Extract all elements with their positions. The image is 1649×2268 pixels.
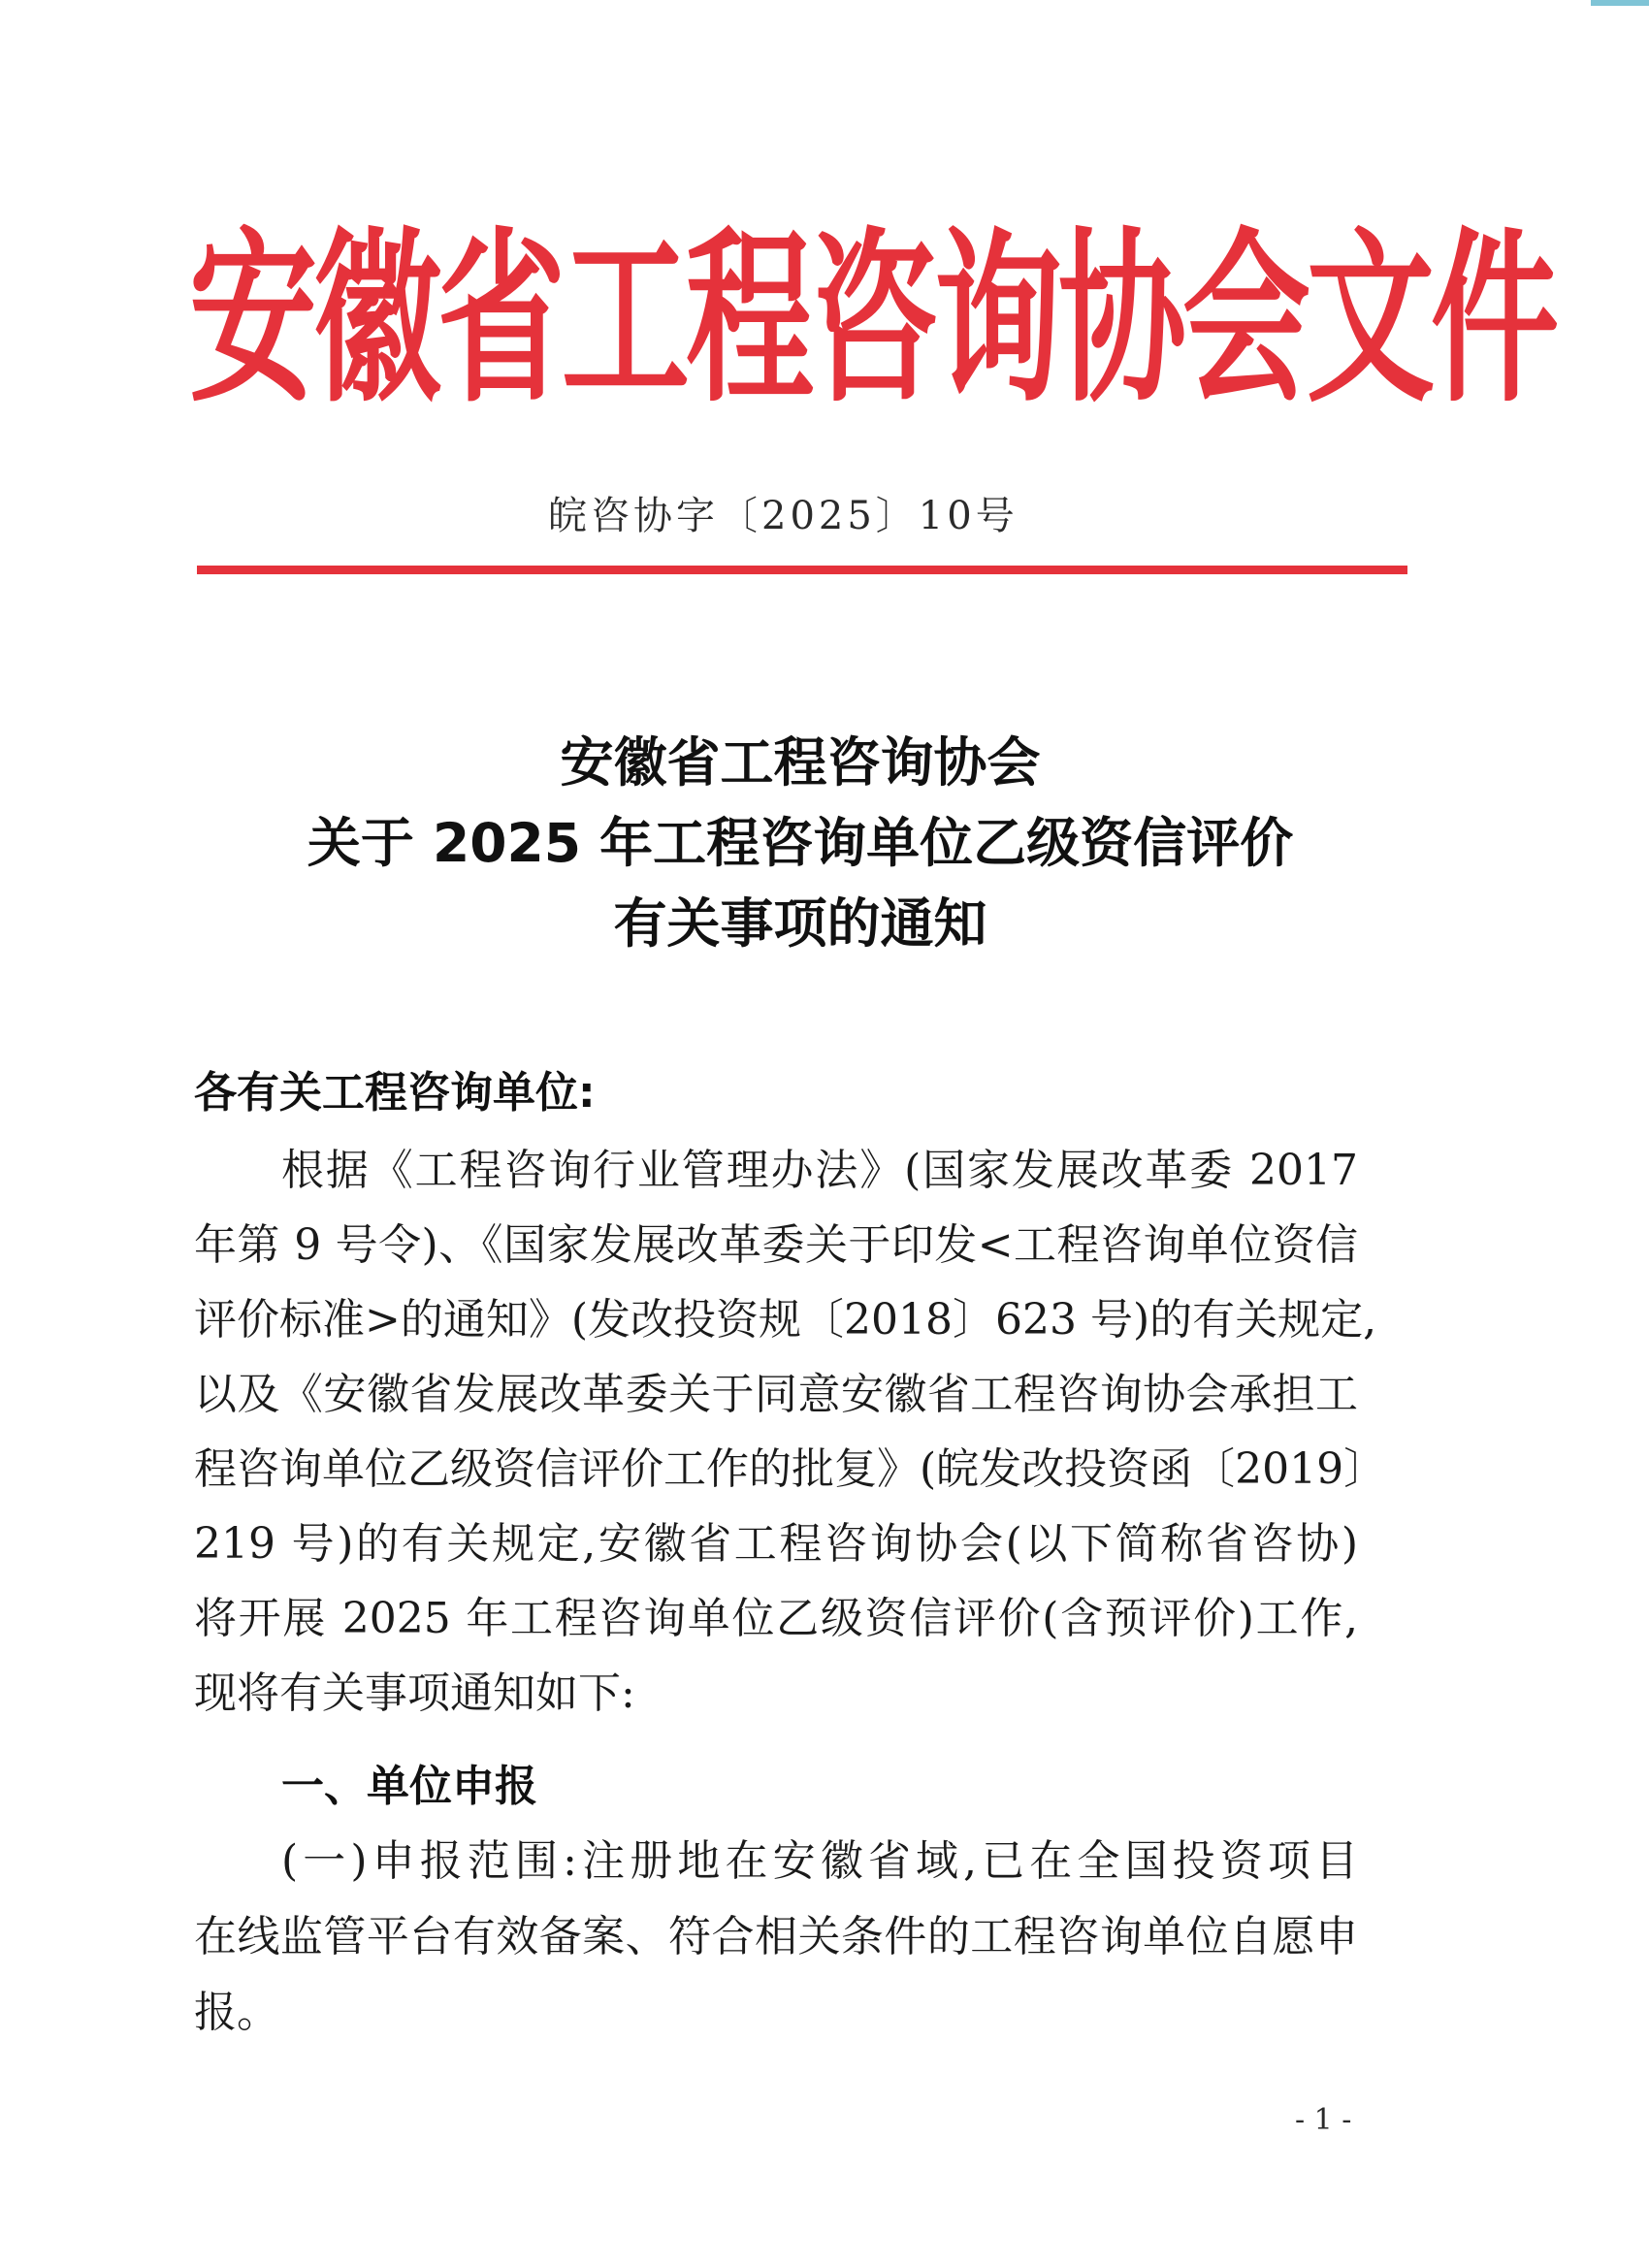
red-separator-rule [197, 566, 1407, 574]
paragraph-line: 219 号)的有关规定,安徽省工程咨询协会(以下简称省咨协) [194, 1519, 1358, 1569]
document-number: 皖咨协字〔2025〕10号 [548, 494, 1018, 538]
paragraph-line: 以及《安徽省发展改革委关于同意安徽省工程咨询协会承担工 [194, 1370, 1358, 1419]
notice-title [194, 723, 1406, 964]
title-line-3: 有关事项的通知 [613, 892, 987, 955]
paragraph-line: 年第 9 号令)、《国家发展改革委关于印发<工程咨询单位资信 [194, 1220, 1358, 1270]
section-line: 在线监管平台有效备案、符合相关条件的工程咨询单位自愿申 [194, 1912, 1358, 1961]
paragraph-line: 将开展 2025 年工程咨询单位乙级资信评价(含预评价)工作, [194, 1594, 1358, 1643]
salutation: 各有关工程咨询单位: [194, 1068, 596, 1118]
masthead-title: 安徽省工程咨询协会文件 [189, 210, 1555, 429]
paragraph-line: 程咨询单位乙级资信评价工作的批复》(皖发改投资函〔2019〕 [194, 1444, 1387, 1494]
page-number: - 1 - [1295, 2103, 1352, 2137]
paragraph-line: 根据《工程咨询行业管理办法》(国家发展改革委 2017 [281, 1146, 1358, 1195]
scan-corner-mark [1591, 0, 1649, 6]
section-heading: 一、单位申报 [281, 1762, 537, 1811]
paragraph-line: 现将有关事项通知如下: [194, 1669, 635, 1718]
section-line: (一)申报范围:注册地在安徽省域,已在全国投资项目 [281, 1836, 1358, 1886]
title-line-1: 安徽省工程咨询协会 [560, 731, 1041, 794]
title-line-2: 关于 2025 年工程咨询单位乙级资信评价 [307, 812, 1294, 874]
paragraph-line: 评价标准>的通知》(发改投资规〔2018〕623 号)的有关规定, [194, 1295, 1377, 1345]
section-line: 报。 [194, 1988, 279, 2037]
